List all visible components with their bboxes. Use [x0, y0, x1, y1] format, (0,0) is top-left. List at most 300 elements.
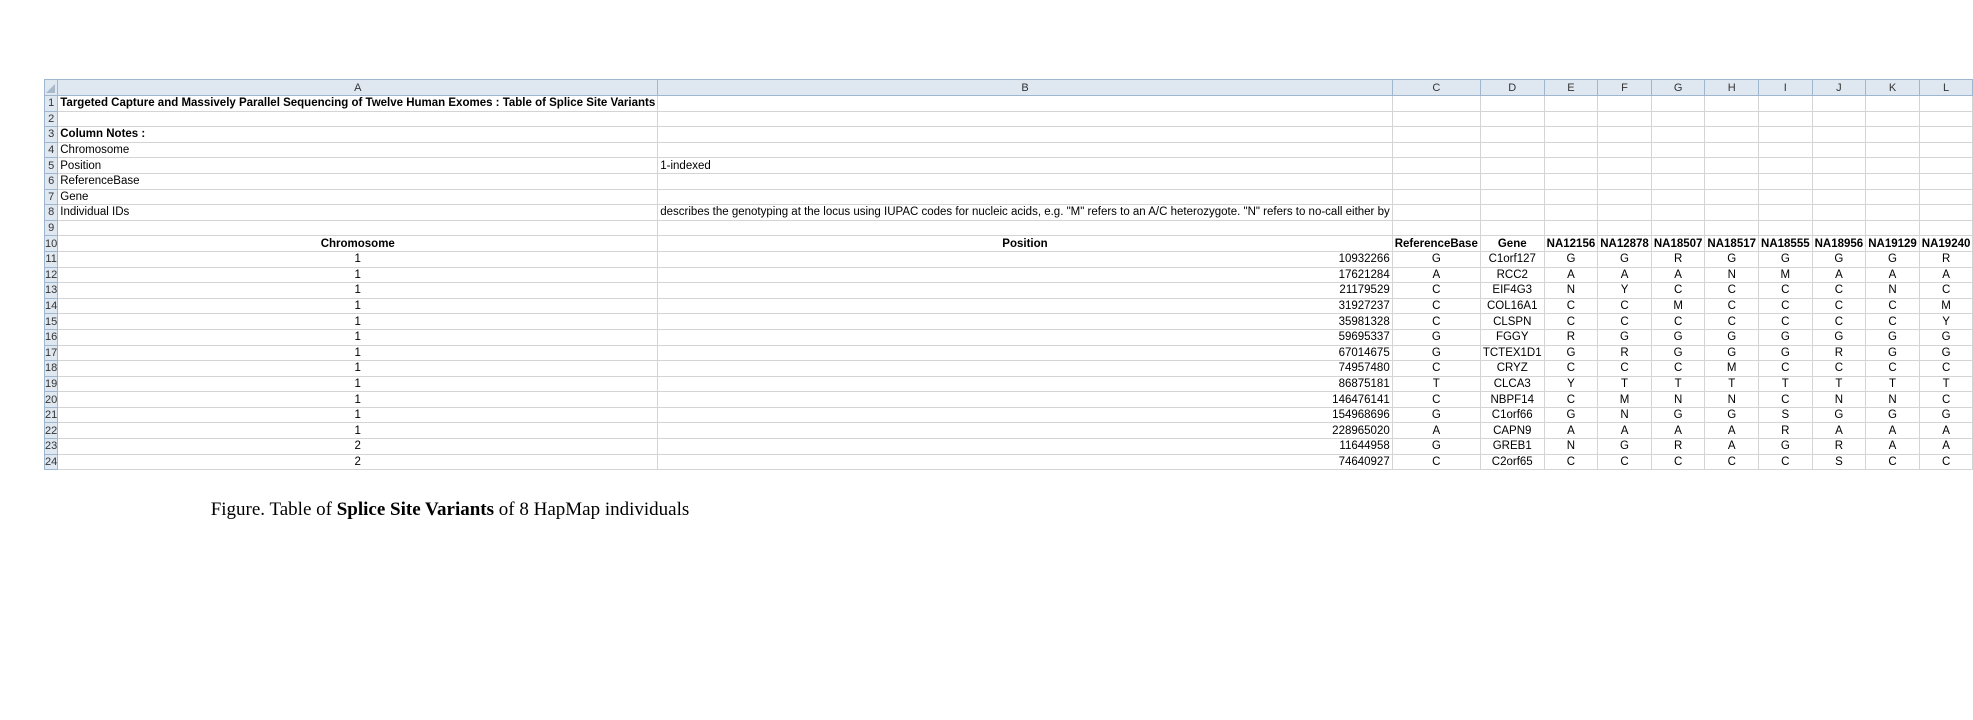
cell-F6[interactable]	[1598, 173, 1652, 189]
table-cell[interactable]: S	[1812, 454, 1866, 470]
row-header-11[interactable]: 11	[45, 253, 57, 266]
table-header-cell[interactable]: Chromosome	[58, 236, 658, 252]
cell-K1[interactable]	[1866, 96, 1920, 112]
row-header-15[interactable]: 15	[45, 315, 58, 328]
cell-K3[interactable]	[1866, 127, 1920, 143]
table-cell[interactable]: A	[1544, 267, 1598, 283]
table-cell[interactable]: RCC2	[1480, 267, 1544, 283]
table-cell[interactable]: N	[1544, 439, 1598, 455]
table-cell[interactable]: C	[1759, 314, 1813, 330]
note-label-cell[interactable]: Individual IDs	[58, 205, 658, 221]
table-cell[interactable]: T	[1812, 376, 1866, 392]
table-cell[interactable]: C	[1544, 314, 1598, 330]
row-header-3[interactable]: 3	[45, 127, 58, 143]
cell-I8[interactable]	[1759, 205, 1813, 221]
table-cell[interactable]: G	[1759, 329, 1813, 345]
table-cell[interactable]: G	[1866, 251, 1920, 267]
row-header-8[interactable]: 8	[45, 205, 58, 221]
table-cell[interactable]: C	[1651, 314, 1705, 330]
column-header-J[interactable]: J	[1812, 80, 1866, 96]
cell-E4[interactable]	[1544, 142, 1598, 158]
table-cell[interactable]: C	[1598, 361, 1652, 377]
table-cell[interactable]: G	[1705, 329, 1759, 345]
cell-G8[interactable]	[1651, 205, 1705, 221]
cell-E8[interactable]	[1544, 205, 1598, 221]
table-cell[interactable]: Y	[1598, 283, 1652, 299]
table-cell[interactable]: A	[1919, 439, 1973, 455]
table-cell[interactable]: 154968696	[658, 407, 1392, 423]
table-cell[interactable]: C	[1598, 454, 1652, 470]
table-cell[interactable]: G	[1705, 345, 1759, 361]
cell-L2[interactable]	[1919, 111, 1973, 127]
cell-G4[interactable]	[1651, 142, 1705, 158]
table-cell[interactable]: G	[1759, 345, 1813, 361]
table-cell[interactable]: C	[1544, 361, 1598, 377]
table-cell[interactable]: A	[1866, 267, 1920, 283]
table-cell[interactable]: C	[1598, 314, 1652, 330]
table-cell[interactable]: R	[1759, 423, 1813, 439]
cell-C1[interactable]	[1392, 96, 1480, 112]
cell-L3[interactable]	[1919, 127, 1973, 143]
table-cell[interactable]: C	[1866, 314, 1920, 330]
table-cell[interactable]: 1	[58, 251, 658, 267]
cell-D2[interactable]	[1480, 111, 1544, 127]
cell-J1[interactable]	[1812, 96, 1866, 112]
table-cell[interactable]: R	[1812, 439, 1866, 455]
row-header-10[interactable]: 10	[45, 237, 58, 250]
table-cell[interactable]: A	[1919, 423, 1973, 439]
column-header-B[interactable]: B	[658, 80, 1392, 96]
cell-F8[interactable]	[1598, 205, 1652, 221]
cell-J4[interactable]	[1812, 142, 1866, 158]
table-cell[interactable]: 2	[58, 439, 658, 455]
cell-J3[interactable]	[1812, 127, 1866, 143]
column-header-I[interactable]: I	[1759, 80, 1813, 96]
cell-H3[interactable]	[1705, 127, 1759, 143]
column-header-D[interactable]: D	[1480, 80, 1544, 96]
cell-H9[interactable]	[1705, 220, 1759, 236]
cell-F9[interactable]	[1598, 220, 1652, 236]
row-header-22[interactable]: 22	[45, 424, 58, 437]
row-header-12[interactable]: 12	[45, 268, 58, 281]
cell-F5[interactable]	[1598, 158, 1652, 174]
cell-L9[interactable]	[1919, 220, 1973, 236]
cell-E6[interactable]	[1544, 173, 1598, 189]
table-cell[interactable]: C	[1392, 283, 1480, 299]
table-cell[interactable]: T	[1651, 376, 1705, 392]
table-cell[interactable]: 1	[58, 267, 658, 283]
cell-D3[interactable]	[1480, 127, 1544, 143]
row-header-23[interactable]: 23	[45, 440, 58, 453]
table-cell[interactable]: C	[1392, 298, 1480, 314]
cell-J8[interactable]	[1812, 205, 1866, 221]
table-cell[interactable]: A	[1651, 267, 1705, 283]
cell-D8[interactable]	[1480, 205, 1544, 221]
cell-K5[interactable]	[1866, 158, 1920, 174]
cell-L6[interactable]	[1919, 173, 1973, 189]
row-header-24[interactable]: 24	[45, 455, 58, 468]
cell-J7[interactable]	[1812, 189, 1866, 205]
table-header-cell[interactable]: NA18517	[1705, 236, 1759, 252]
table-cell[interactable]: C	[1866, 454, 1920, 470]
table-cell[interactable]: 1	[58, 361, 658, 377]
table-header-cell[interactable]: NA18507	[1651, 236, 1705, 252]
table-cell[interactable]: C	[1919, 454, 1973, 470]
table-cell[interactable]: 10932266	[658, 251, 1392, 267]
table-cell[interactable]: 1	[58, 423, 658, 439]
table-cell[interactable]: G	[1919, 329, 1973, 345]
note-label-cell[interactable]: Position	[58, 158, 658, 174]
cell-E3[interactable]	[1544, 127, 1598, 143]
table-cell[interactable]: T	[1598, 376, 1652, 392]
table-cell[interactable]: A	[1598, 423, 1652, 439]
table-cell[interactable]: A	[1866, 423, 1920, 439]
table-cell[interactable]: C	[1651, 454, 1705, 470]
cell-E7[interactable]	[1544, 189, 1598, 205]
table-cell[interactable]: R	[1651, 251, 1705, 267]
table-cell[interactable]: G	[1919, 345, 1973, 361]
row-header-20[interactable]: 20	[45, 393, 58, 406]
table-cell[interactable]: C	[1919, 361, 1973, 377]
table-cell[interactable]: C	[1392, 314, 1480, 330]
cell-D6[interactable]	[1480, 173, 1544, 189]
cell-I7[interactable]	[1759, 189, 1813, 205]
table-cell[interactable]: C1orf127	[1480, 251, 1544, 267]
table-cell[interactable]: N	[1705, 267, 1759, 283]
table-header-cell[interactable]: NA18555	[1759, 236, 1813, 252]
table-cell[interactable]: C	[1651, 361, 1705, 377]
table-cell[interactable]: N	[1544, 283, 1598, 299]
cell-C2[interactable]	[1392, 111, 1480, 127]
cell-C5[interactable]	[1392, 158, 1480, 174]
cell-F7[interactable]	[1598, 189, 1652, 205]
table-cell[interactable]: CLSPN	[1480, 314, 1544, 330]
table-cell[interactable]: G	[1866, 329, 1920, 345]
table-cell[interactable]: C	[1759, 454, 1813, 470]
row-header-17[interactable]: 17	[45, 346, 58, 359]
cell-L8[interactable]	[1919, 205, 1973, 221]
table-header-cell[interactable]: NA19129	[1866, 236, 1920, 252]
table-cell[interactable]: G	[1919, 407, 1973, 423]
table-cell[interactable]: 1	[58, 283, 658, 299]
table-cell[interactable]: M	[1919, 298, 1973, 314]
table-cell[interactable]: M	[1651, 298, 1705, 314]
row-header-18[interactable]: 18	[45, 362, 58, 375]
table-header-cell[interactable]: NA12878	[1598, 236, 1652, 252]
table-cell[interactable]: 67014675	[658, 345, 1392, 361]
column-header-A[interactable]: A	[58, 80, 658, 96]
cell-L4[interactable]	[1919, 142, 1973, 158]
cell-G2[interactable]	[1651, 111, 1705, 127]
column-header-E[interactable]: E	[1544, 80, 1598, 96]
cell-H4[interactable]	[1705, 142, 1759, 158]
cell-K9[interactable]	[1866, 220, 1920, 236]
table-cell[interactable]: C	[1705, 314, 1759, 330]
table-cell[interactable]: 17621284	[658, 267, 1392, 283]
cell-C4[interactable]	[1392, 142, 1480, 158]
sheet-title-cell[interactable]: Targeted Capture and Massively Parallel Sequencing of Twelve Human Exomes : Table of Splice Site Variants	[58, 96, 658, 112]
cell-F4[interactable]	[1598, 142, 1652, 158]
table-cell[interactable]: C	[1759, 392, 1813, 408]
table-cell[interactable]: 228965020	[658, 423, 1392, 439]
table-cell[interactable]: C	[1919, 392, 1973, 408]
table-cell[interactable]: COL16A1	[1480, 298, 1544, 314]
cell-H6[interactable]	[1705, 173, 1759, 189]
cell-H1[interactable]	[1705, 96, 1759, 112]
table-cell[interactable]: 11644958	[658, 439, 1392, 455]
cell-D9[interactable]	[1480, 220, 1544, 236]
cell-J5[interactable]	[1812, 158, 1866, 174]
cell-G5[interactable]	[1651, 158, 1705, 174]
cell-F2[interactable]	[1598, 111, 1652, 127]
table-cell[interactable]: G	[1812, 407, 1866, 423]
cell-H2[interactable]	[1705, 111, 1759, 127]
select-all-corner[interactable]	[45, 80, 58, 96]
note-label-cell[interactable]: Gene	[58, 189, 658, 205]
table-cell[interactable]: G	[1651, 345, 1705, 361]
table-cell[interactable]: C	[1759, 361, 1813, 377]
table-cell[interactable]: M	[1705, 361, 1759, 377]
note-text-cell[interactable]	[658, 173, 1392, 189]
table-cell[interactable]: G	[1598, 251, 1652, 267]
row-header-2[interactable]: 2	[45, 111, 58, 127]
cell-E5[interactable]	[1544, 158, 1598, 174]
cell-D5[interactable]	[1480, 158, 1544, 174]
table-cell[interactable]: C	[1392, 392, 1480, 408]
table-cell[interactable]: N	[1866, 283, 1920, 299]
cell-D4[interactable]	[1480, 142, 1544, 158]
cell-C9[interactable]	[1392, 220, 1480, 236]
cell-C3[interactable]	[1392, 127, 1480, 143]
table-cell[interactable]: G	[1705, 407, 1759, 423]
row-header-4[interactable]: 4	[45, 142, 58, 158]
table-cell[interactable]: G	[1392, 407, 1480, 423]
table-cell[interactable]: R	[1651, 439, 1705, 455]
cell-I4[interactable]	[1759, 142, 1813, 158]
table-cell[interactable]: N	[1866, 392, 1920, 408]
table-cell[interactable]: C	[1759, 283, 1813, 299]
table-cell[interactable]: Y	[1544, 376, 1598, 392]
table-cell[interactable]: 1	[58, 376, 658, 392]
table-cell[interactable]: 59695337	[658, 329, 1392, 345]
table-cell[interactable]: C	[1812, 298, 1866, 314]
table-cell[interactable]: M	[1759, 267, 1813, 283]
cell-G6[interactable]	[1651, 173, 1705, 189]
cell-C8[interactable]	[1392, 205, 1480, 221]
note-label-cell[interactable]: ReferenceBase	[58, 173, 658, 189]
cell-B9[interactable]	[658, 220, 1392, 236]
table-cell[interactable]: G	[1544, 345, 1598, 361]
cell-I5[interactable]	[1759, 158, 1813, 174]
row-header-5[interactable]: 5	[45, 158, 58, 174]
table-cell[interactable]: C	[1705, 454, 1759, 470]
cell-K4[interactable]	[1866, 142, 1920, 158]
table-cell[interactable]: G	[1812, 329, 1866, 345]
row-header-9[interactable]: 9	[45, 220, 58, 236]
cell-G9[interactable]	[1651, 220, 1705, 236]
note-text-cell[interactable]: describes the genotyping at the locus using IUPAC codes for nucleic acids, e.g. "M" refers to an A/C heterozygote. "N" refers to no-call either by	[658, 205, 1392, 221]
cell-H8[interactable]	[1705, 205, 1759, 221]
table-cell[interactable]: A	[1812, 423, 1866, 439]
cell-G1[interactable]	[1651, 96, 1705, 112]
table-cell[interactable]: N	[1598, 407, 1652, 423]
table-cell[interactable]: T	[1392, 376, 1480, 392]
cell-D7[interactable]	[1480, 189, 1544, 205]
table-cell[interactable]: C	[1759, 298, 1813, 314]
table-cell[interactable]: FGGY	[1480, 329, 1544, 345]
column-header-L[interactable]: L	[1919, 80, 1973, 96]
row-header-21[interactable]: 21	[45, 409, 58, 422]
table-cell[interactable]: A	[1705, 423, 1759, 439]
column-header-F[interactable]: F	[1598, 80, 1652, 96]
cell-B1[interactable]	[658, 96, 1392, 112]
table-cell[interactable]: A	[1812, 267, 1866, 283]
table-cell[interactable]: R	[1812, 345, 1866, 361]
table-cell[interactable]: 1	[58, 407, 658, 423]
table-cell[interactable]: 86875181	[658, 376, 1392, 392]
cell-K6[interactable]	[1866, 173, 1920, 189]
table-cell[interactable]: G	[1705, 251, 1759, 267]
cell-G3[interactable]	[1651, 127, 1705, 143]
table-cell[interactable]: C	[1812, 283, 1866, 299]
table-cell[interactable]: R	[1598, 345, 1652, 361]
table-cell[interactable]: T	[1705, 376, 1759, 392]
table-cell[interactable]: CLCA3	[1480, 376, 1544, 392]
table-cell[interactable]: S	[1759, 407, 1813, 423]
table-header-cell[interactable]: Position	[658, 236, 1392, 252]
cell-H7[interactable]	[1705, 189, 1759, 205]
table-cell[interactable]: 1	[58, 345, 658, 361]
table-cell[interactable]: 1	[58, 314, 658, 330]
table-cell[interactable]: GREB1	[1480, 439, 1544, 455]
table-cell[interactable]: G	[1651, 407, 1705, 423]
table-cell[interactable]: G	[1392, 251, 1480, 267]
cell-E9[interactable]	[1544, 220, 1598, 236]
table-cell[interactable]: C	[1812, 314, 1866, 330]
table-cell[interactable]: T	[1866, 376, 1920, 392]
table-cell[interactable]: G	[1866, 345, 1920, 361]
cell-F1[interactable]	[1598, 96, 1652, 112]
table-cell[interactable]: G	[1866, 407, 1920, 423]
cell-I6[interactable]	[1759, 173, 1813, 189]
table-cell[interactable]: C	[1919, 283, 1973, 299]
note-text-cell[interactable]	[658, 189, 1392, 205]
cell-C7[interactable]	[1392, 189, 1480, 205]
cell-E2[interactable]	[1544, 111, 1598, 127]
table-cell[interactable]: CAPN9	[1480, 423, 1544, 439]
table-cell[interactable]: C	[1866, 298, 1920, 314]
note-label-cell[interactable]: Chromosome	[58, 142, 658, 158]
table-cell[interactable]: G	[1392, 345, 1480, 361]
cell-J6[interactable]	[1812, 173, 1866, 189]
cell-K2[interactable]	[1866, 111, 1920, 127]
table-cell[interactable]: A	[1544, 423, 1598, 439]
row-header-13[interactable]: 13	[45, 284, 58, 297]
table-cell[interactable]: 21179529	[658, 283, 1392, 299]
table-cell[interactable]: C	[1598, 298, 1652, 314]
table-cell[interactable]: N	[1705, 392, 1759, 408]
cell-C6[interactable]	[1392, 173, 1480, 189]
table-cell[interactable]: C	[1705, 283, 1759, 299]
table-cell[interactable]: A	[1705, 439, 1759, 455]
table-cell[interactable]: TCTEX1D1	[1480, 345, 1544, 361]
row-header-16[interactable]: 16	[45, 331, 58, 344]
table-cell[interactable]: 146476141	[658, 392, 1392, 408]
table-cell[interactable]: G	[1392, 439, 1480, 455]
table-header-cell[interactable]: Gene	[1480, 236, 1544, 252]
cell-B3[interactable]	[658, 127, 1392, 143]
table-header-cell[interactable]: NA18956	[1812, 236, 1866, 252]
note-text-cell[interactable]: 1-indexed	[658, 158, 1392, 174]
table-cell[interactable]: C	[1544, 298, 1598, 314]
table-cell[interactable]: A	[1919, 267, 1973, 283]
table-cell[interactable]: G	[1759, 251, 1813, 267]
table-cell[interactable]: NBPF14	[1480, 392, 1544, 408]
table-cell[interactable]: 74640927	[658, 454, 1392, 470]
row-header-1[interactable]: 1	[45, 96, 58, 112]
column-header-G[interactable]: G	[1651, 80, 1705, 96]
table-cell[interactable]: G	[1759, 439, 1813, 455]
cell-I1[interactable]	[1759, 96, 1813, 112]
table-cell[interactable]: G	[1651, 329, 1705, 345]
row-header-6[interactable]: 6	[45, 173, 58, 189]
cell-F3[interactable]	[1598, 127, 1652, 143]
table-cell[interactable]: C1orf66	[1480, 407, 1544, 423]
table-cell[interactable]: 35981328	[658, 314, 1392, 330]
table-cell[interactable]: N	[1812, 392, 1866, 408]
table-cell[interactable]: C2orf65	[1480, 454, 1544, 470]
table-cell[interactable]: 1	[58, 298, 658, 314]
table-cell[interactable]: A	[1866, 439, 1920, 455]
table-header-cell[interactable]: NA12156	[1544, 236, 1598, 252]
table-cell[interactable]: 1	[58, 392, 658, 408]
cell-L7[interactable]	[1919, 189, 1973, 205]
table-cell[interactable]: C	[1866, 361, 1920, 377]
table-cell[interactable]: G	[1544, 407, 1598, 423]
table-cell[interactable]: C	[1392, 361, 1480, 377]
table-cell[interactable]: 31927237	[658, 298, 1392, 314]
row-header-7[interactable]: 7	[45, 189, 58, 205]
table-cell[interactable]: C	[1705, 298, 1759, 314]
row-header-19[interactable]: 19	[45, 377, 58, 390]
cell-J2[interactable]	[1812, 111, 1866, 127]
table-cell[interactable]: G	[1392, 329, 1480, 345]
row-header-14[interactable]: 14	[45, 300, 58, 313]
column-header-H[interactable]: H	[1705, 80, 1759, 96]
cell-G7[interactable]	[1651, 189, 1705, 205]
cell-K7[interactable]	[1866, 189, 1920, 205]
table-cell[interactable]: G	[1598, 329, 1652, 345]
table-cell[interactable]: C	[1544, 454, 1598, 470]
table-cell[interactable]: A	[1392, 267, 1480, 283]
cell-J9[interactable]	[1812, 220, 1866, 236]
cell-L5[interactable]	[1919, 158, 1973, 174]
table-header-cell[interactable]: NA19240	[1919, 236, 1973, 252]
cell-I2[interactable]	[1759, 111, 1813, 127]
table-cell[interactable]: T	[1919, 376, 1973, 392]
cell-H5[interactable]	[1705, 158, 1759, 174]
table-cell[interactable]: CRYZ	[1480, 361, 1544, 377]
cell-D1[interactable]	[1480, 96, 1544, 112]
table-cell[interactable]: C	[1392, 454, 1480, 470]
table-cell[interactable]: C	[1544, 392, 1598, 408]
table-cell[interactable]: 74957480	[658, 361, 1392, 377]
cell-L1[interactable]	[1919, 96, 1973, 112]
cell-K8[interactable]	[1866, 205, 1920, 221]
table-cell[interactable]: R	[1919, 251, 1973, 267]
table-cell[interactable]: T	[1759, 376, 1813, 392]
note-text-cell[interactable]	[658, 142, 1392, 158]
